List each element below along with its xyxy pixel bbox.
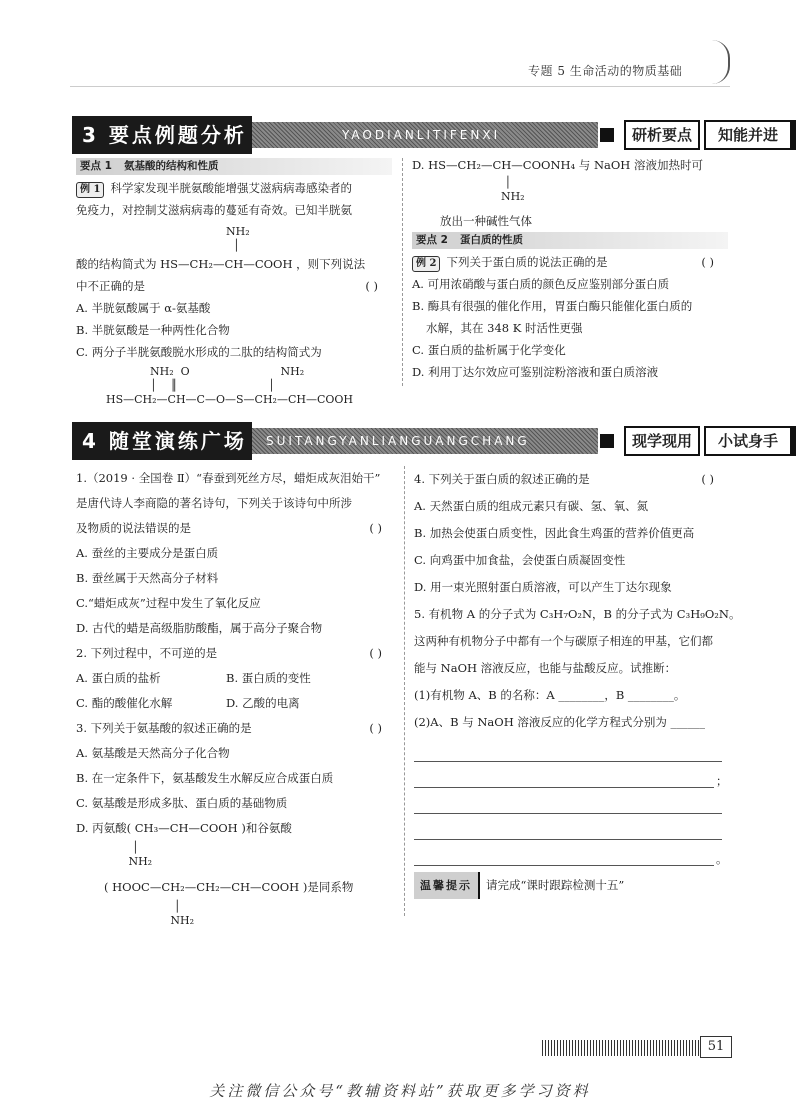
section4-banner [72, 422, 778, 460]
example1-option-d-tail: 放出一种碱性气体 [440, 214, 532, 228]
q2-option-a: A. 蛋白质的盐析 [76, 671, 161, 685]
answer-paren: ( ) [365, 279, 378, 293]
q1-option-b: B. 蚕丝属于天然高分子材料 [76, 571, 219, 585]
q2-option-c: C. 酯的酸催化水解 [76, 696, 173, 710]
answer-paren: ( ) [701, 472, 714, 486]
section3-tag-2: 知能并进 [704, 120, 796, 150]
q3-option-d: D. 丙氨酸( CH₃—CH—COOH )和谷氨酸 [76, 821, 292, 835]
q1-line-3: 及物质的说法错误的是 [76, 521, 191, 535]
chapter-header: 专题 5 生命活动的物质基础 [528, 64, 683, 78]
dipeptide-labels: NH₂ O NH₂ [150, 365, 305, 378]
answer-paren: ( ) [369, 646, 382, 660]
example1-tag: 例 1 [76, 182, 104, 198]
section4-pinyin: SUITANGYANLIANGUANGCHANG [252, 428, 598, 454]
answer-line-wrap [414, 762, 728, 788]
example2-option-a: A. 可用浓硝酸与蛋白质的颜色反应鉴别部分蛋白质 [412, 277, 670, 291]
example1-tail: 中不正确的是 [76, 279, 145, 293]
example2-option-c: C. 蛋白质的盐析属于化学变化 [412, 343, 566, 357]
answer-line[interactable] [414, 788, 722, 814]
square-icon [600, 128, 614, 142]
section3-banner [72, 116, 778, 154]
q5-line-1: 5. 有机物 A 的分子式为 C₃H₇O₂N，B 的分子式为 C₃H₉O₂N。 [414, 607, 741, 621]
example2-option-b-cont: 水解，其在 348 K 时活性更强 [426, 321, 583, 335]
section3-right-column [412, 154, 728, 383]
example1-option-d-bond: │ [452, 176, 512, 189]
q3-option-b: B. 在一定条件下，氨基酸发生水解反应合成蛋白质 [76, 771, 334, 785]
example1-line-1: 科学家发现半胱氨酸能增强艾滋病病毒感染者的 [110, 181, 352, 195]
section4-left-column [76, 466, 396, 928]
example2-tag: 例 2 [412, 256, 440, 272]
q3-option-d-cont-nh2: NH₂ [104, 914, 195, 927]
section3-tag-1: 研析要点 [624, 120, 700, 150]
example1-bond-line: │ [233, 239, 240, 252]
section3-pinyin: YAODIANLITIFENXI [252, 122, 598, 148]
example1-option-d-nh2: NH₂ [452, 190, 525, 203]
q4-stem: 4. 下列关于蛋白质的叙述正确的是 [414, 472, 590, 486]
square-icon [600, 434, 614, 448]
section4-tag-1: 现学现用 [624, 426, 700, 456]
answer-paren: ( ) [701, 255, 714, 269]
footer-promo: 关注微信公众号“教辅资料站”获取更多学习资料 [209, 1082, 591, 1100]
point2-label: 要点 2 [416, 234, 448, 246]
q3-option-a: A. 氨基酸是天然高分子化合物 [76, 746, 230, 760]
example2-option-d: D. 利用丁达尔效应可鉴别淀粉溶液和蛋白质溶液 [412, 365, 659, 379]
header-bracket-decoration [712, 40, 730, 84]
q1-option-c: C.“蜡炬成灰”过程中发生了氧化反应 [76, 596, 261, 610]
point1-bar [76, 158, 392, 175]
q5-line-2: 这两种有机物分子中都有一个与碳原子相连的甲基，它们都 [414, 634, 713, 648]
q4-option-a: A. 天然蛋白质的组成元素只有碳、氢、氧、氮 [414, 499, 649, 513]
answer-period: 。 [716, 852, 728, 866]
answer-line[interactable] [414, 762, 714, 788]
q1-line-1: 1.（2019 · 全国卷 Ⅱ）“春蚕到死丝方尽，蜡炬成灰泪始干” [76, 471, 381, 485]
point1-label: 要点 1 [80, 160, 112, 172]
point2-bar [412, 232, 728, 249]
example2-option-b: B. 酶具有很强的催化作用，胃蛋白酶只能催化蛋白质的 [412, 299, 693, 313]
q3-option-d-cont-bond: │ [104, 900, 181, 913]
page-number: 51 [700, 1036, 732, 1058]
header-rule [70, 86, 730, 87]
q3-option-d-cont: ( HOOC—CH₂—CH₂—CH—COOH )是同系物 [104, 880, 354, 894]
example1-option-b: B. 半胱氨酸是一种两性化合物 [76, 323, 230, 337]
q3-option-c: C. 氨基酸是形成多肽、蛋白质的基础物质 [76, 796, 288, 810]
q3-stem: 3. 下列关于氨基酸的叙述正确的是 [76, 721, 252, 735]
answer-paren: ( ) [369, 521, 382, 535]
footer-hatch-decoration [542, 1040, 702, 1056]
q5-line-3: 能与 NaOH 溶液反应，也能与盐酸反应。试推断： [414, 661, 677, 675]
section4-tag-2: 小试身手 [704, 426, 796, 456]
q1-option-a: A. 蚕丝的主要成分是蛋白质 [76, 546, 219, 560]
point2-title: 蛋白质的性质 [459, 234, 523, 246]
q3-option-d-bond: │ [76, 841, 139, 854]
tip-label: 温馨提示 [414, 872, 480, 899]
example2-stem: 下列关于蛋白质的说法正确的是 [446, 255, 608, 269]
answer-line[interactable] [414, 736, 722, 762]
q2-stem: 2. 下列过程中，不可逆的是 [76, 646, 218, 660]
example1-option-d: D. HS—CH₂—CH—COONH₄ 与 NaOH 溶液加热时可 [412, 158, 703, 172]
example1-nh2-label: NH₂ [226, 225, 250, 238]
q4-option-b: B. 加热会使蛋白质变性，因此食生鸡蛋的营养价值更高 [414, 526, 695, 540]
dipeptide-bonds: │ ║ │ [150, 379, 275, 392]
q4-option-c: C. 向鸡蛋中加食盐，会使蛋白质凝固变性 [414, 553, 626, 567]
section4-title: 4 随堂演练广场 [72, 422, 252, 460]
q3-option-d-nh2: NH₂ [76, 855, 153, 868]
q5-part-2: (2)A、B 与 NaOH 溶液反应的化学方程式分别为 ______ [414, 715, 706, 729]
example1-structure-line: 酸的结构简式为 HS—CH₂—CH—COOH ，则下列说法 [76, 257, 366, 271]
section4-right-column [414, 466, 741, 899]
section4-divider [404, 466, 405, 916]
point1-title: 氨基酸的结构和性质 [123, 160, 219, 172]
q1-option-d: D. 古代的蜡是高级脂肪酸酯，属于高分子聚合物 [76, 621, 323, 635]
dipeptide-formula: HS—CH₂—CH—C—O—S—CH₂—CH—COOH [106, 393, 354, 406]
q1-line-2: 是唐代诗人李商隐的著名诗句，下列关于该诗句中所涉 [76, 496, 352, 510]
answer-line[interactable] [414, 840, 714, 866]
q4-option-d: D. 用一束光照射蛋白质溶液，可以产生丁达尔现象 [414, 580, 672, 594]
answer-semicolon: ； [716, 774, 728, 788]
answer-line-wrap [414, 840, 728, 866]
answer-line[interactable] [414, 814, 722, 840]
example1-line-2: 免疫力，对控制艾滋病病毒的蔓延有奇效。已知半胱氨 [76, 203, 352, 217]
answer-paren: ( ) [369, 721, 382, 735]
q5-part-1: (1)有机物 A、B 的名称：A ________，B ________。 [414, 688, 686, 702]
example1-option-c: C. 两分子半胱氨酸脱水形成的二肽的结构简式为 [76, 345, 322, 359]
section3-title: 3 要点例题分析 [72, 116, 252, 154]
q2-option-d: D. 乙酸的电离 [226, 696, 300, 710]
example1-option-a: A. 半胱氨酸属于 α-氨基酸 [76, 301, 211, 315]
section3-left-column [76, 158, 392, 407]
tip-text: 请完成“课时跟踪检测十五” [486, 878, 625, 892]
q2-option-b: B. 蛋白质的变性 [226, 671, 311, 685]
section3-divider [402, 158, 403, 386]
